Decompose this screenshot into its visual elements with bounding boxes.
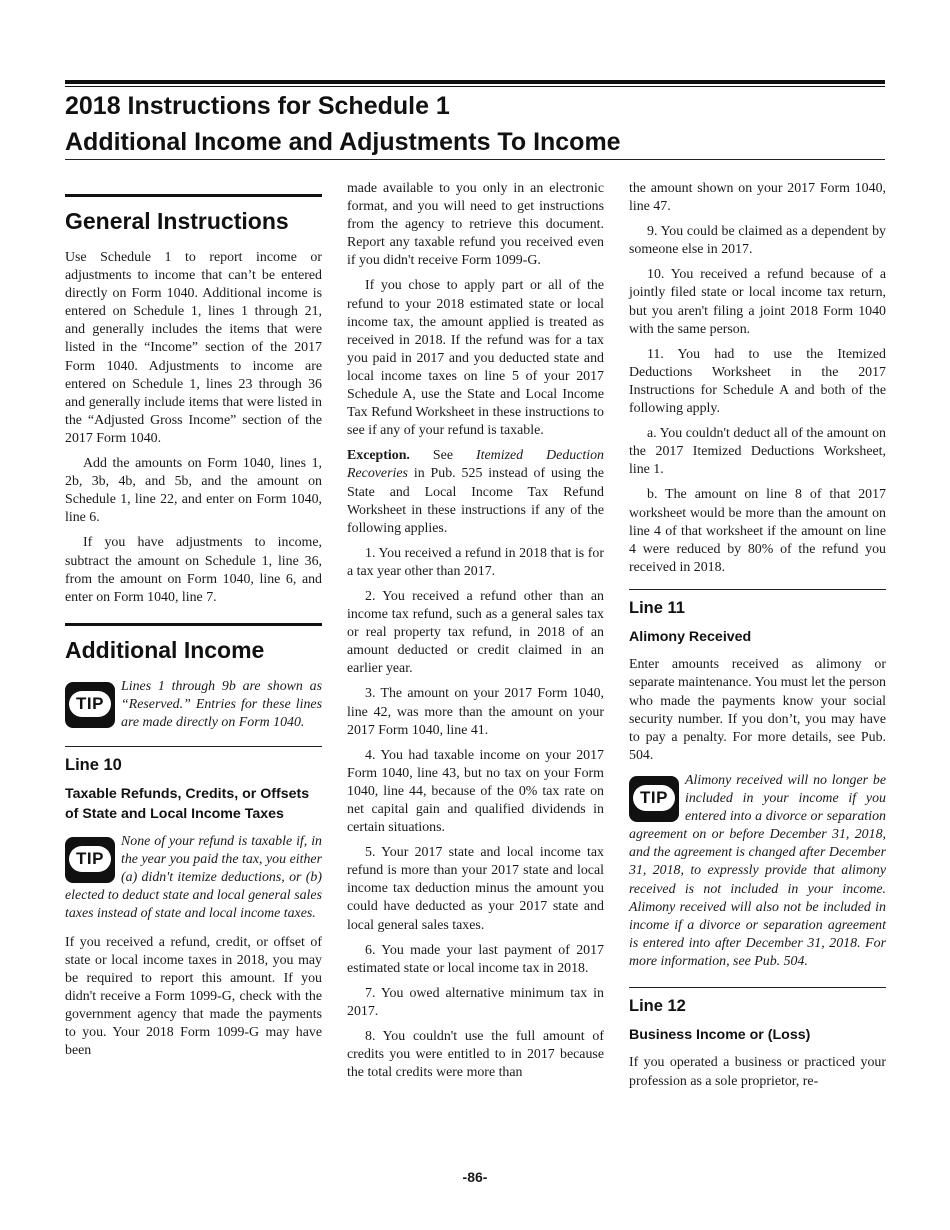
tip-label: TIP xyxy=(69,846,111,872)
exception-text: in Pub. 525 instead of using the State and Local Income Tax Refund Worksheet in these instructions if any of the following applies. xyxy=(347,466,604,536)
paragraph: the amount shown on your 2017 Form 1040, line 47. xyxy=(629,181,886,215)
column-3 xyxy=(629,180,886,1098)
line-10-heading: Line 10 xyxy=(65,756,122,775)
title-line-2: Additional Income and Adjustments To Income xyxy=(65,128,621,156)
page-title xyxy=(65,88,885,160)
column-2 xyxy=(347,180,604,1089)
line-11-subheading: Alimony Received xyxy=(629,628,752,645)
line-rule xyxy=(629,987,886,988)
exception-paragraph xyxy=(347,447,604,537)
exception-reference: Itemized Deduction Recoveries xyxy=(347,448,604,482)
tip-text: None of your refund is taxable if, in the year you paid the tax, you either (a) didn't itemize deductions, or (b) elected to deduct state and local general sales taxes instead of state and local income taxes. xyxy=(65,834,322,922)
list-item: 2. You received a refund other than an income tax refund, such as a general sales tax or real property tax refund, in 2018 of an amount deducted or credit claimed in an earlier year. xyxy=(347,588,604,677)
column-1 xyxy=(65,180,322,1067)
line-12-heading: Line 12 xyxy=(629,996,686,1015)
paragraph: If you chose to apply part or all of the refund to your 2018 estimated state or local income tax, the amount applied is treated as received in 2018. If the refund was for a tax you paid in 2017 and you deducted state and local income taxes on line 5 of your 2017 Schedule A, use the State and Local Income Tax Refund Worksheet in these instructions to see if any of your refund is taxable. xyxy=(347,278,604,439)
tip-note xyxy=(629,772,886,971)
line-10-subheading: Taxable Refunds, Credits, or Offsets of State and Local Income Taxes xyxy=(65,786,310,822)
paragraph: If you received a refund, credit, or offset of state or local income taxes in 2018, you may be required to report this amount. If you didn't receive a Form 1099-G, check with the government agency that made the payments to you. Your 2018 Form 1099-G may have been xyxy=(65,934,322,1059)
list-item: 4. You had taxable income on your 2017 Form 1040, line 43, but no tax on your Form 1040, line 44, because of the 0% tax rate on net capital gain and qualified dividends in certain situations. xyxy=(347,747,604,836)
title-line-1: 2018 Instructions for Schedule 1 xyxy=(65,92,450,120)
tip-icon xyxy=(65,682,115,728)
page-number: -86- xyxy=(462,1169,488,1185)
list-item: 7. You owed alternative minimum tax in 2017. xyxy=(347,985,604,1019)
title-rule xyxy=(65,159,885,160)
tip-icon xyxy=(65,837,115,883)
list-item: 3. The amount on your 2017 Form 1040, line 42, was more than the amount on your 2017 Form 1040, line 41. xyxy=(347,686,604,738)
tip-note xyxy=(65,833,322,923)
line-11-heading: Line 11 xyxy=(629,598,685,617)
header-rule-thick xyxy=(65,80,885,84)
list-item: a. You couldn't deduct all of the amount on the 2017 Itemized Deductions Worksheet, line 1. xyxy=(629,426,886,478)
list-item: 8. You couldn't use the full amount of credits you were entitled to in 2017 because the total credits were more than xyxy=(347,1029,604,1081)
tip-label: TIP xyxy=(633,785,675,811)
list-item: 5. Your 2017 state and local income tax refund is more than your 2017 state and local income tax deduction minus the amount you could have deducted as your 2017 state and local general sales taxes. xyxy=(347,845,604,933)
line-rule xyxy=(65,746,322,747)
tip-text: Lines 1 through 9b are shown as “Reserved.” Entries for these lines are made directly on Form 1040. xyxy=(121,678,322,730)
paragraph: If you have adjustments to income, subtract the amount on Schedule 1, line 36, from the amount on Form 1040, line 6, and enter on Form 1040, line 7. xyxy=(65,535,322,605)
paragraph: Use Schedule 1 to report income or adjustments to income that can’t be entered directly on Form 1040. Additional income is entered on Schedule 1, lines 1 through 21, and generally includes the items that were listed in the “Income” section of the 2017 Form 1040. Adjustments to income are entered on Schedule 1, lines 23 through 36 and generally include items that were listed in the “Adjusted Gross Income” section of the 2017 Form 1040. xyxy=(65,250,322,446)
tip-icon xyxy=(629,776,679,822)
exception-label: Exception. xyxy=(347,448,410,464)
header-rule-thin xyxy=(65,86,885,87)
line-12-subheading: Business Income or (Loss) xyxy=(629,1026,811,1043)
section-rule xyxy=(65,623,322,626)
additional-income-heading: Additional Income xyxy=(65,636,265,663)
list-item: 10. You received a refund because of a jointly filed state or local income tax return, but you aren't filing a joint 2018 Form 1040 with the same person. xyxy=(629,267,886,337)
list-item: 11. You had to use the Itemized Deductions Worksheet in the 2017 Instructions for Schedule A and both of the following apply. xyxy=(629,346,886,417)
paragraph: Add the amounts on Form 1040, lines 1, 2b, 3b, 4b, and 5b, and the amount on Schedule 1, line 22, and enter on Form 1040, line 6. xyxy=(65,456,322,526)
paragraph: If you operated a business or practiced your profession as a sole proprietor, re- xyxy=(629,1055,886,1089)
exception-text: See xyxy=(409,448,477,464)
general-instructions-heading: General Instructions xyxy=(65,208,289,234)
line-rule xyxy=(629,589,886,590)
tip-note xyxy=(65,678,322,732)
section-rule xyxy=(65,194,322,197)
tip-label: TIP xyxy=(69,691,111,717)
list-item: 9. You could be claimed as a dependent by someone else in 2017. xyxy=(629,224,886,258)
paragraph: made available to you only in an electronic format, and you will need to get instructions from the agency to retrieve this document. Report any taxable refund you received even if you didn't receive Form 1099-G. xyxy=(347,181,604,269)
paragraph: Enter amounts received as alimony or separate maintenance. You must let the person who made the payments know your social security number. If you don’t, you may have to pay a penalty. For more details, see Pub. 504. xyxy=(629,657,886,763)
list-item: 6. You made your last payment of 2017 estimated state or local income tax in 2018. xyxy=(347,942,604,976)
list-item: b. The amount on line 8 of that 2017 worksheet would be more than the amount on line 4 of that worksheet if the amount on line 4 were reduced by 80% of the refund you received in 2018. xyxy=(629,487,886,575)
list-item: 1. You received a refund in 2018 that is for a tax year other than 2017. xyxy=(347,545,604,579)
tip-text: Alimony received will no longer be included in your income if you entered into a divorce or separation agreement on or before December 31, 2018, and the agreement is changed after December 31, 2018, to expressly provide that alimony received is not included in your income. Alimony received will also not be included in income if a divorce or separation agreement is entered into after December 31, 2018. For more information, see Pub. 504. xyxy=(629,772,886,969)
